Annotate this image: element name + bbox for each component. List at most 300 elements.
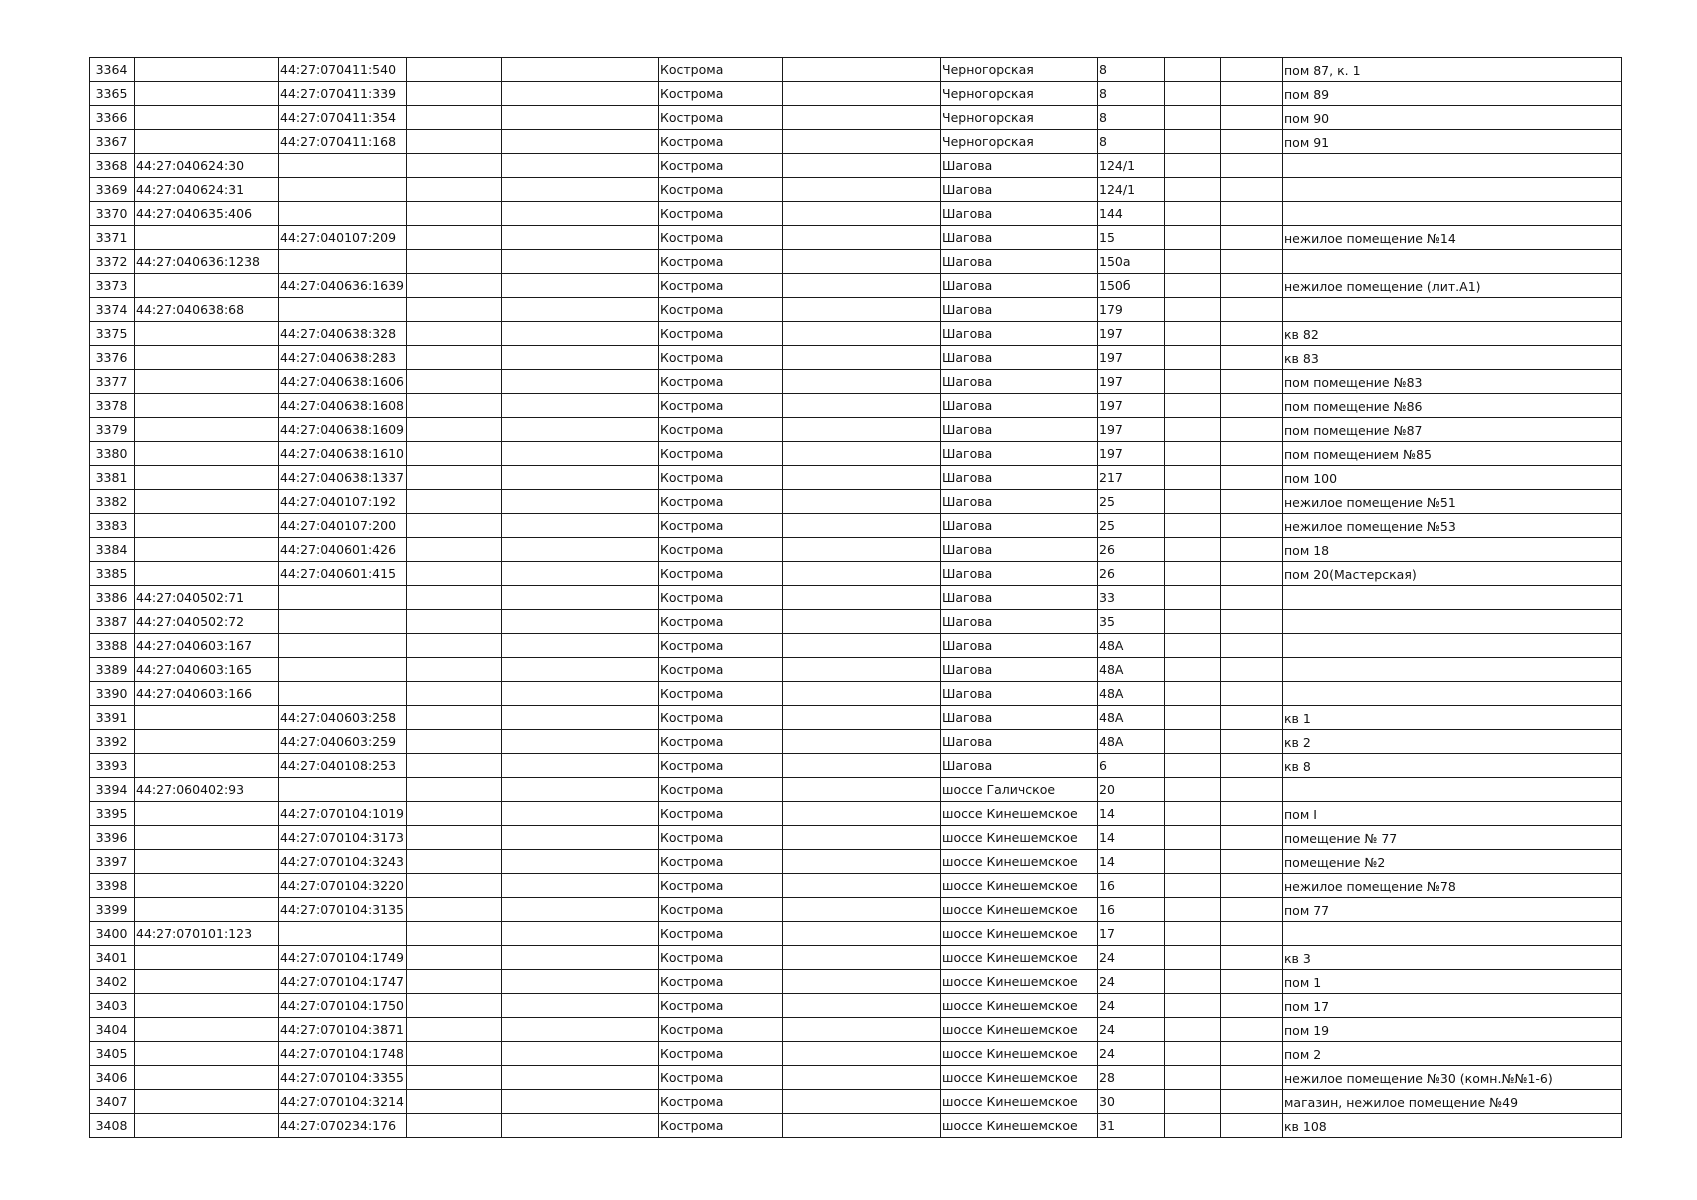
cell-city: Кострома [659,250,783,274]
cell-house-number: 35 [1098,610,1165,634]
cell-row-number: 3385 [90,562,135,586]
cell-room-cadastral-number: 44:27:070411:354 [279,106,407,130]
cell-street: шоссе Кинешемское [941,1090,1098,1114]
cell-column-10 [1165,370,1221,394]
cell-street: шоссе Кинешемское [941,850,1098,874]
cell-column-5 [502,394,659,418]
table-row [90,778,1622,802]
cell-column-11 [1221,586,1283,610]
cell-city: Кострома [659,178,783,202]
cell-room-cadastral-number: 44:27:070104:3220 [279,874,407,898]
cell-house-number: 150б [1098,274,1165,298]
cell-column-4 [407,466,502,490]
cell-house-number: 14 [1098,850,1165,874]
cell-column-10 [1165,394,1221,418]
cell-column-10 [1165,610,1221,634]
cell-column-5 [502,586,659,610]
cell-parcel-cadastral-number: 44:27:040502:72 [135,610,279,634]
cell-room-cadastral-number: 44:27:070104:1747 [279,970,407,994]
cell-room-cadastral-number [279,610,407,634]
cell-room-note: пом I [1283,802,1622,826]
table-row [90,538,1622,562]
cell-parcel-cadastral-number [135,898,279,922]
cell-city: Кострома [659,682,783,706]
cell-house-number: 30 [1098,1090,1165,1114]
cell-row-number: 3403 [90,994,135,1018]
cell-column-11 [1221,706,1283,730]
cell-column-4 [407,250,502,274]
cell-column-7 [783,514,941,538]
cell-house-number: 197 [1098,322,1165,346]
cell-room-note: нежилое помещение №51 [1283,490,1622,514]
table-row [90,106,1622,130]
cell-parcel-cadastral-number [135,106,279,130]
cell-house-number: 15 [1098,226,1165,250]
cell-column-5 [502,610,659,634]
cell-column-11 [1221,730,1283,754]
cell-column-11 [1221,1090,1283,1114]
cell-column-11 [1221,298,1283,322]
cell-room-note [1283,298,1622,322]
cell-column-11 [1221,802,1283,826]
cell-street: Черногорская [941,130,1098,154]
cell-room-cadastral-number: 44:27:070234:176 [279,1114,407,1138]
cell-street: Черногорская [941,106,1098,130]
cell-column-5 [502,634,659,658]
cell-column-7 [783,538,941,562]
cell-city: Кострома [659,754,783,778]
cell-column-10 [1165,730,1221,754]
cell-column-4 [407,1114,502,1138]
cell-column-5 [502,58,659,82]
cell-column-4 [407,634,502,658]
cell-column-4 [407,274,502,298]
cell-column-4 [407,370,502,394]
table-row [90,994,1622,1018]
cell-column-10 [1165,922,1221,946]
cell-column-5 [502,1066,659,1090]
table-row [90,226,1622,250]
cell-column-10 [1165,946,1221,970]
cell-street: Шагова [941,346,1098,370]
cell-room-note: кв 82 [1283,322,1622,346]
cell-room-cadastral-number [279,778,407,802]
cell-row-number: 3400 [90,922,135,946]
cell-room-note: нежилое помещение №30 (комн.№№1-6) [1283,1066,1622,1090]
cell-column-7 [783,1090,941,1114]
cell-column-10 [1165,586,1221,610]
cell-parcel-cadastral-number: 44:27:040502:71 [135,586,279,610]
cell-column-7 [783,970,941,994]
cell-room-cadastral-number: 44:27:040638:1609 [279,418,407,442]
cell-column-4 [407,226,502,250]
cell-street: Шагова [941,298,1098,322]
cell-house-number: 28 [1098,1066,1165,1090]
cell-column-4 [407,514,502,538]
table-row [90,1018,1622,1042]
cell-column-5 [502,514,659,538]
cell-parcel-cadastral-number [135,82,279,106]
cell-column-4 [407,322,502,346]
cell-city: Кострома [659,154,783,178]
cell-room-note [1283,658,1622,682]
cell-column-10 [1165,346,1221,370]
cell-street: шоссе Галичское [941,778,1098,802]
cell-room-note: пом 77 [1283,898,1622,922]
cell-column-4 [407,922,502,946]
cell-parcel-cadastral-number [135,274,279,298]
cell-street: шоссе Кинешемское [941,1042,1098,1066]
cell-house-number: 25 [1098,514,1165,538]
cell-city: Кострома [659,730,783,754]
cell-column-5 [502,874,659,898]
cell-room-cadastral-number: 44:27:070104:3243 [279,850,407,874]
cell-room-note: помещение №2 [1283,850,1622,874]
cell-room-cadastral-number: 44:27:070104:3871 [279,1018,407,1042]
cell-room-cadastral-number [279,250,407,274]
cell-house-number: 124/1 [1098,154,1165,178]
cell-column-5 [502,178,659,202]
cell-column-10 [1165,994,1221,1018]
cell-row-number: 3397 [90,850,135,874]
cell-street: Шагова [941,682,1098,706]
cell-parcel-cadastral-number [135,322,279,346]
cell-column-11 [1221,106,1283,130]
cell-parcel-cadastral-number [135,946,279,970]
cell-column-5 [502,658,659,682]
cell-parcel-cadastral-number [135,394,279,418]
cell-room-cadastral-number: 44:27:040107:192 [279,490,407,514]
cell-parcel-cadastral-number: 44:27:040624:31 [135,178,279,202]
cell-parcel-cadastral-number: 44:27:040635:406 [135,202,279,226]
cell-column-7 [783,154,941,178]
table-row [90,346,1622,370]
cell-row-number: 3376 [90,346,135,370]
cell-column-5 [502,490,659,514]
cell-house-number: 144 [1098,202,1165,226]
cell-row-number: 3395 [90,802,135,826]
cell-parcel-cadastral-number [135,346,279,370]
table-row [90,802,1622,826]
cell-column-4 [407,418,502,442]
cell-street: Шагова [941,154,1098,178]
table-row [90,850,1622,874]
table-row [90,730,1622,754]
cell-column-4 [407,202,502,226]
cell-column-5 [502,970,659,994]
cell-city: Кострома [659,1114,783,1138]
cell-column-10 [1165,226,1221,250]
cell-house-number: 197 [1098,442,1165,466]
cell-room-cadastral-number [279,154,407,178]
cell-city: Кострома [659,202,783,226]
cell-row-number: 3391 [90,706,135,730]
cell-parcel-cadastral-number: 44:27:040603:165 [135,658,279,682]
cell-parcel-cadastral-number [135,874,279,898]
cell-column-10 [1165,58,1221,82]
cell-column-11 [1221,898,1283,922]
cell-column-10 [1165,1090,1221,1114]
cell-room-cadastral-number: 44:27:070104:1019 [279,802,407,826]
cell-city: Кострома [659,346,783,370]
cell-room-note [1283,250,1622,274]
cell-column-5 [502,418,659,442]
cell-column-5 [502,1090,659,1114]
cell-row-number: 3393 [90,754,135,778]
table-row [90,754,1622,778]
cell-room-cadastral-number: 44:27:040601:426 [279,538,407,562]
cell-column-7 [783,226,941,250]
cell-column-7 [783,106,941,130]
cell-street: Шагова [941,490,1098,514]
table-row [90,1066,1622,1090]
table-row [90,1090,1622,1114]
cell-column-4 [407,826,502,850]
cell-column-7 [783,1018,941,1042]
cell-row-number: 3380 [90,442,135,466]
cell-column-7 [783,682,941,706]
cell-street: Шагова [941,322,1098,346]
cell-column-10 [1165,874,1221,898]
cell-column-10 [1165,658,1221,682]
cell-column-5 [502,754,659,778]
cell-city: Кострома [659,298,783,322]
cell-house-number: 197 [1098,370,1165,394]
cell-column-10 [1165,178,1221,202]
cell-column-5 [502,778,659,802]
cell-room-note: нежилое помещение (лит.А1) [1283,274,1622,298]
cell-parcel-cadastral-number [135,538,279,562]
cell-row-number: 3381 [90,466,135,490]
cell-city: Кострома [659,538,783,562]
cell-row-number: 3404 [90,1018,135,1042]
cell-house-number: 24 [1098,1018,1165,1042]
cell-column-5 [502,1042,659,1066]
cell-row-number: 3377 [90,370,135,394]
cell-column-4 [407,1090,502,1114]
cell-column-7 [783,1114,941,1138]
cell-column-5 [502,730,659,754]
cell-parcel-cadastral-number [135,802,279,826]
cell-column-11 [1221,994,1283,1018]
cell-room-note: кв 108 [1283,1114,1622,1138]
cell-street: Шагова [941,442,1098,466]
cell-city: Кострома [659,322,783,346]
cell-room-cadastral-number: 44:27:070104:1749 [279,946,407,970]
cell-house-number: 16 [1098,874,1165,898]
cell-street: Шагова [941,538,1098,562]
cell-row-number: 3369 [90,178,135,202]
table-row [90,250,1622,274]
table-row [90,298,1622,322]
cell-column-5 [502,154,659,178]
cell-column-11 [1221,514,1283,538]
cell-room-cadastral-number [279,682,407,706]
cell-column-11 [1221,82,1283,106]
cell-city: Кострома [659,106,783,130]
cell-house-number: 124/1 [1098,178,1165,202]
cell-row-number: 3390 [90,682,135,706]
table-row [90,130,1622,154]
cell-column-5 [502,130,659,154]
cell-row-number: 3396 [90,826,135,850]
cell-column-10 [1165,1114,1221,1138]
cell-street: Шагова [941,226,1098,250]
cell-column-10 [1165,826,1221,850]
cell-parcel-cadastral-number [135,490,279,514]
cell-parcel-cadastral-number [135,370,279,394]
cell-column-7 [783,178,941,202]
cell-column-7 [783,490,941,514]
cell-city: Кострома [659,418,783,442]
cell-column-10 [1165,202,1221,226]
cell-column-11 [1221,1114,1283,1138]
cell-parcel-cadastral-number [135,466,279,490]
cell-column-11 [1221,154,1283,178]
cell-street: Шагова [941,370,1098,394]
cell-house-number: 197 [1098,346,1165,370]
cell-column-7 [783,394,941,418]
cell-column-11 [1221,250,1283,274]
cell-column-5 [502,226,659,250]
cell-room-note: пом 89 [1283,82,1622,106]
cell-column-10 [1165,490,1221,514]
cell-column-11 [1221,658,1283,682]
cell-room-note: магазин, нежилое помещение №49 [1283,1090,1622,1114]
cell-room-cadastral-number: 44:27:040638:283 [279,346,407,370]
cell-room-cadastral-number: 44:27:040107:200 [279,514,407,538]
cell-city: Кострома [659,898,783,922]
cell-house-number: 24 [1098,946,1165,970]
cell-parcel-cadastral-number [135,754,279,778]
cell-city: Кострома [659,226,783,250]
cell-column-4 [407,1042,502,1066]
cell-house-number: 8 [1098,106,1165,130]
cell-column-4 [407,898,502,922]
cell-street: шоссе Кинешемское [941,874,1098,898]
cell-column-4 [407,970,502,994]
table-row [90,946,1622,970]
cell-column-7 [783,202,941,226]
cell-room-cadastral-number: 44:27:040603:258 [279,706,407,730]
cell-room-note: пом помещением №85 [1283,442,1622,466]
cell-street: Шагова [941,418,1098,442]
cell-room-cadastral-number: 44:27:040107:209 [279,226,407,250]
cell-column-11 [1221,370,1283,394]
register-body [90,58,1622,1138]
cell-room-note: пом 87, к. 1 [1283,58,1622,82]
cell-column-7 [783,418,941,442]
cell-column-10 [1165,1066,1221,1090]
cell-column-10 [1165,322,1221,346]
table-row [90,658,1622,682]
cell-column-4 [407,706,502,730]
cell-column-10 [1165,778,1221,802]
cell-column-4 [407,754,502,778]
cell-room-cadastral-number: 44:27:070104:3173 [279,826,407,850]
cell-row-number: 3372 [90,250,135,274]
cell-city: Кострома [659,994,783,1018]
cell-column-11 [1221,130,1283,154]
cell-parcel-cadastral-number: 44:27:040603:167 [135,634,279,658]
cell-house-number: 48А [1098,682,1165,706]
cell-street: Шагова [941,610,1098,634]
cell-column-5 [502,826,659,850]
cell-house-number: 14 [1098,826,1165,850]
cell-city: Кострома [659,850,783,874]
cell-column-10 [1165,562,1221,586]
cell-row-number: 3378 [90,394,135,418]
cell-parcel-cadastral-number [135,706,279,730]
cell-house-number: 150а [1098,250,1165,274]
table-row [90,442,1622,466]
cell-column-10 [1165,154,1221,178]
cell-column-10 [1165,82,1221,106]
cell-room-note: пом 18 [1283,538,1622,562]
cell-column-5 [502,202,659,226]
cell-column-5 [502,538,659,562]
cell-city: Кострома [659,922,783,946]
cell-column-10 [1165,754,1221,778]
cell-column-7 [783,850,941,874]
cell-house-number: 8 [1098,82,1165,106]
cell-column-5 [502,994,659,1018]
cell-column-5 [502,322,659,346]
cell-column-4 [407,154,502,178]
cell-column-10 [1165,850,1221,874]
cell-column-4 [407,658,502,682]
cell-column-10 [1165,706,1221,730]
cell-city: Кострома [659,466,783,490]
cell-column-10 [1165,514,1221,538]
cell-city: Кострома [659,874,783,898]
cell-room-note: помещение № 77 [1283,826,1622,850]
cell-column-10 [1165,634,1221,658]
cell-row-number: 3373 [90,274,135,298]
cell-room-cadastral-number: 44:27:040638:1608 [279,394,407,418]
cell-house-number: 48А [1098,706,1165,730]
cell-column-7 [783,826,941,850]
cell-column-7 [783,802,941,826]
cell-row-number: 3402 [90,970,135,994]
cell-row-number: 3389 [90,658,135,682]
cell-street: шоссе Кинешемское [941,994,1098,1018]
cell-room-cadastral-number [279,178,407,202]
cell-column-10 [1165,250,1221,274]
cell-room-note [1283,778,1622,802]
cell-column-4 [407,802,502,826]
cell-room-note: кв 83 [1283,346,1622,370]
table-row [90,1042,1622,1066]
cell-column-4 [407,946,502,970]
cell-column-5 [502,106,659,130]
cell-column-10 [1165,970,1221,994]
cell-column-7 [783,466,941,490]
cell-street: Шагова [941,562,1098,586]
cell-column-4 [407,538,502,562]
table-row [90,562,1622,586]
cell-parcel-cadastral-number [135,1114,279,1138]
table-row [90,58,1622,82]
cell-row-number: 3387 [90,610,135,634]
cell-room-cadastral-number: 44:27:070104:1748 [279,1042,407,1066]
cell-street: Шагова [941,178,1098,202]
cell-room-cadastral-number: 44:27:040601:415 [279,562,407,586]
cell-column-4 [407,394,502,418]
cell-column-11 [1221,850,1283,874]
cell-street: Шагова [941,706,1098,730]
cell-column-5 [502,898,659,922]
